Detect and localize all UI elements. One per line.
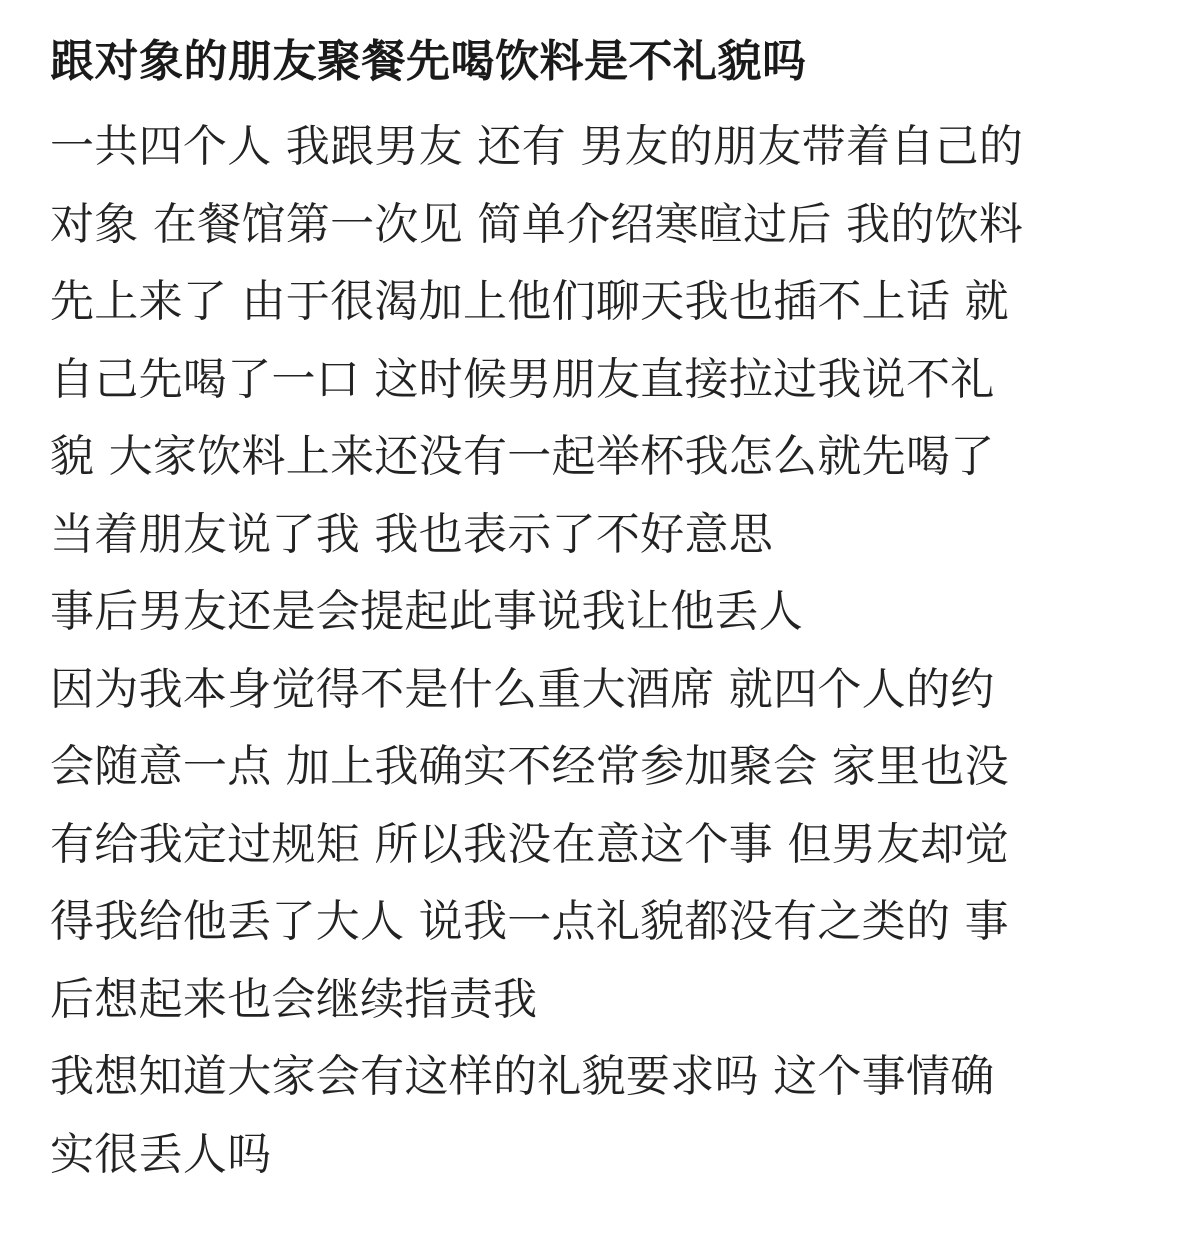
post-body-line: 先上来了 由于很渴加上他们聊天我也插不上话 就 xyxy=(50,276,1009,327)
post-body-line: 实很丢人吗 xyxy=(50,1128,272,1180)
post-body xyxy=(50,108,1140,1193)
post-body-line: 貌 大家饮料上来还没有一起举杯我怎么就先喝了 xyxy=(50,431,995,482)
post-body-line: 会随意一点 加上我确实不经常参加聚会 家里也没 xyxy=(50,741,1009,792)
post-body-line: 我想知道大家会有这样的礼貌要求吗 这个事情确 xyxy=(50,1051,995,1102)
post-body-line: 当着朋友说了我 我也表示了不好意思 xyxy=(50,508,774,560)
post-body-line: 后想起来也会继续指责我 xyxy=(50,973,538,1025)
post-content xyxy=(50,28,1140,1193)
post-body-line: 因为我本身觉得不是什么重大酒席 就四个人的约 xyxy=(50,663,995,715)
post-body-line: 一共四个人 我跟男友 还有 男友的朋友带着自己的 xyxy=(50,121,1024,172)
post-body-line: 有给我定过规矩 所以我没在意这个事 但男友却觉 xyxy=(50,818,1009,870)
post-body-line: 自己先喝了一口 这时候男朋友直接拉过我说不礼 xyxy=(50,353,995,405)
post-title: 跟对象的朋友聚餐先喝饮料是不礼貌吗 xyxy=(50,36,807,87)
post-body-line: 对象 在餐馆第一次见 简单介绍寒暄过后 我的饮料 xyxy=(50,198,1024,250)
post-body-line: 事后男友还是会提起此事说我让他丢人 xyxy=(50,586,804,637)
post-body-line: 得我给他丢了大人 说我一点礼貌都没有之类的 事 xyxy=(50,896,1009,947)
